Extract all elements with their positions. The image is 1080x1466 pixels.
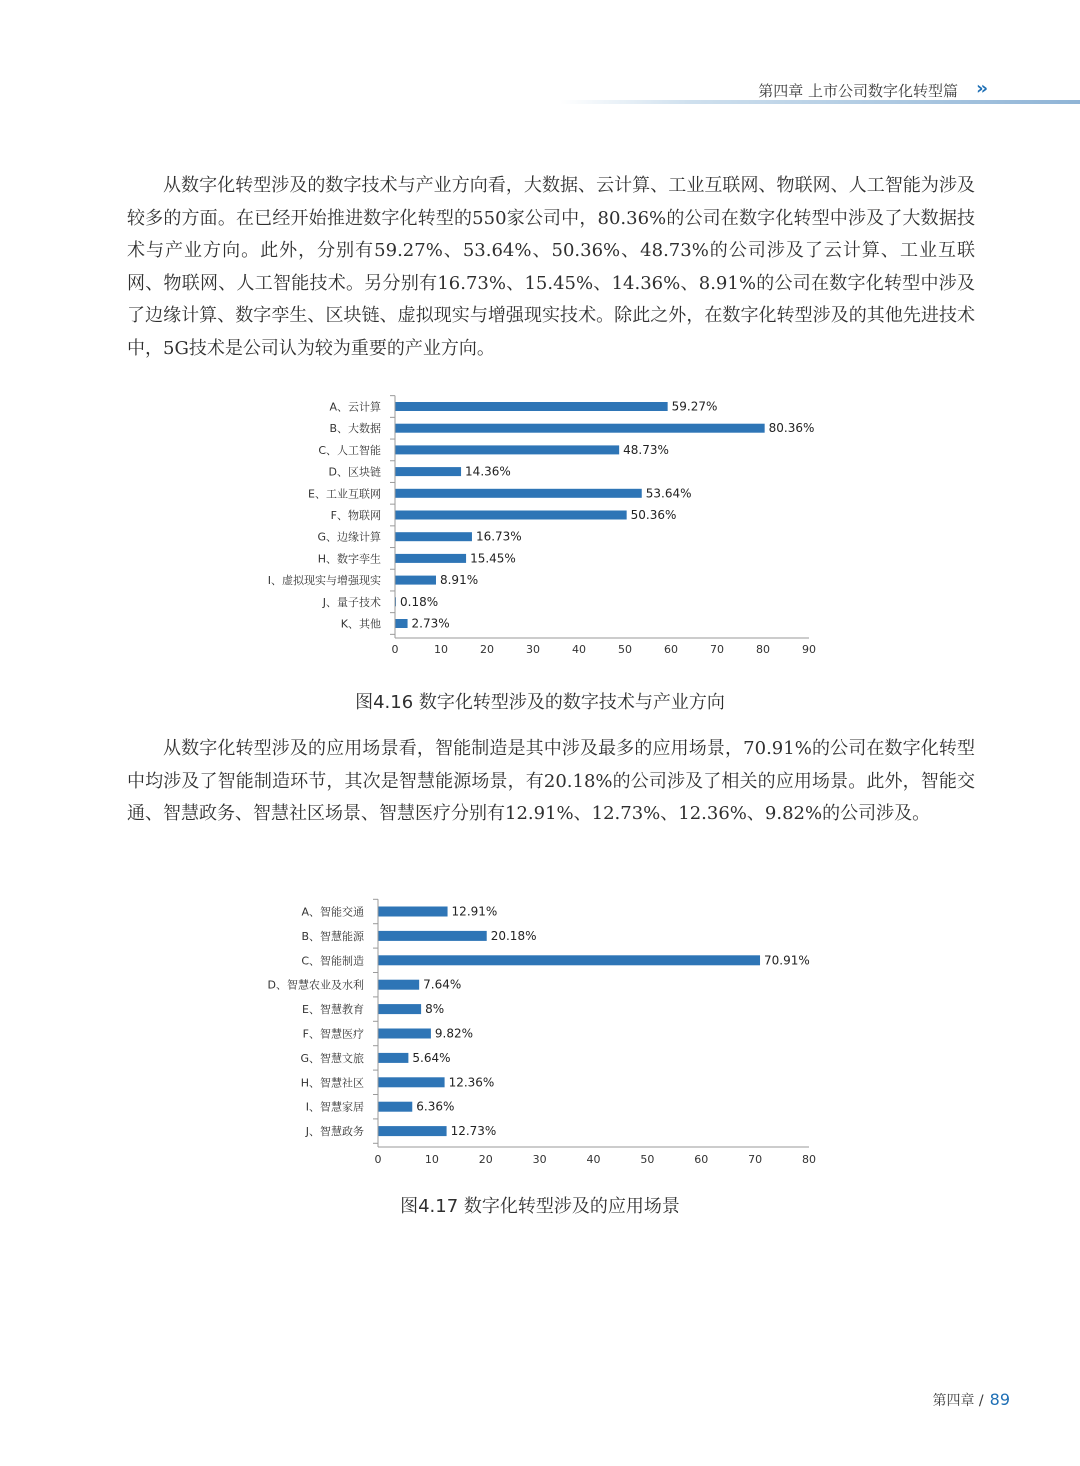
category-label: H、数字孪生 <box>317 552 381 566</box>
x-tick-label: 80 <box>802 1153 816 1166</box>
category-label: D、区块链 <box>328 465 381 479</box>
category-label: A、智能交通 <box>301 905 364 919</box>
category-label: B、大数据 <box>329 422 381 436</box>
bar <box>378 1102 412 1112</box>
x-tick-label: 90 <box>802 643 816 656</box>
data-label: 5.64% <box>412 1050 451 1065</box>
bar <box>378 1029 431 1039</box>
bar <box>395 554 466 563</box>
x-tick-label: 0 <box>374 1153 382 1166</box>
body-paragraph-1: 从数字化转型涉及的数字技术与产业方向看，大数据、云计算、工业互联网、物联网、人工智能为涉及较多的方面。在已经开始推进数字化转型的550家公司中，80.36%的公司在数字化转型中涉及了大数据技术与产业方向。此外，分别有59.27%、53.64%、50.36%、48.73%的公司涉及了云计算、工业互联网、物联网、人工智能技术。另分别有16.73%、15.45%、14.36%、8.91%的公司在数字化转型中涉及了边缘计算、数字孪生、区块链、虚拟现实与增强现实技术。除此之外，在数字化转型涉及的其他先进技术中，5G技术是公司认为较为重要的产业方向。 <box>127 175 975 359</box>
bar <box>395 511 627 520</box>
data-label: 14.36% <box>465 464 511 479</box>
bar <box>395 489 642 498</box>
x-tick-label: 50 <box>618 643 632 656</box>
category-label: F、物联网 <box>330 509 381 522</box>
data-label: 7.64% <box>423 977 462 992</box>
bar <box>395 467 461 476</box>
data-label: 8% <box>425 1002 445 1017</box>
x-tick-label: 0 <box>391 643 399 656</box>
data-label: 16.73% <box>475 529 522 544</box>
data-label: 80.36% <box>768 421 815 436</box>
figure-caption-4-16: 图4.16 数字化转型涉及的数字技术与产业方向 <box>355 692 725 713</box>
x-tick-label: 50 <box>640 1153 655 1166</box>
x-tick-label: 40 <box>586 1153 601 1166</box>
x-tick-label: 40 <box>572 643 586 656</box>
x-tick-label: 60 <box>664 643 678 656</box>
category-label: J、量子技术 <box>322 595 381 609</box>
bar <box>378 931 487 941</box>
x-tick-label: 70 <box>748 1153 763 1166</box>
x-tick-label: 20 <box>480 643 494 656</box>
x-tick-label: 30 <box>526 643 540 656</box>
data-label: 50.36% <box>630 508 677 522</box>
category-label: K、其他 <box>340 617 381 631</box>
data-label: 9.82% <box>434 1026 474 1041</box>
bar <box>395 402 668 411</box>
x-tick-label: 10 <box>424 1153 439 1166</box>
bar <box>378 1077 445 1087</box>
chart-application-scenarios <box>255 897 825 1172</box>
data-label: 0.18% <box>400 594 439 609</box>
x-tick-label: 10 <box>434 643 448 656</box>
x-tick-label: 60 <box>694 1153 709 1166</box>
data-label: 53.64% <box>645 486 692 501</box>
category-label: F、智慧医疗 <box>302 1027 364 1041</box>
category-label: I、虚拟现实与增强现实 <box>267 574 381 588</box>
x-tick-label: 20 <box>478 1153 493 1166</box>
category-label: A、云计算 <box>329 400 381 414</box>
chart-tech-directions <box>255 392 825 662</box>
bar <box>395 532 472 541</box>
page-header <box>0 78 1080 108</box>
category-label: G、智慧文旅 <box>300 1051 364 1065</box>
bar <box>378 980 419 990</box>
category-label: J、智慧政务 <box>305 1125 364 1139</box>
data-label: 59.27% <box>671 399 718 414</box>
category-label: D、智慧农业及水利 <box>267 978 364 992</box>
data-label: 6.36% <box>416 1099 455 1114</box>
bar <box>378 1004 421 1014</box>
data-label: 2.73% <box>411 616 450 631</box>
data-label: 12.36% <box>448 1075 495 1090</box>
category-label: H、智慧社区 <box>300 1076 364 1090</box>
category-label: B、智慧能源 <box>301 929 364 943</box>
data-label: 12.91% <box>451 904 498 919</box>
category-label: I、智慧家居 <box>305 1100 364 1114</box>
bar <box>378 955 760 965</box>
page-footer <box>932 1390 1010 1410</box>
category-label: E、工业互联网 <box>308 487 381 501</box>
x-tick-label: 80 <box>756 643 770 656</box>
bar <box>395 445 619 454</box>
category-label: E、智慧教育 <box>302 1003 364 1017</box>
bar <box>378 1126 447 1136</box>
data-label: 70.91% <box>764 953 810 968</box>
footer-chapter: 第四章 / <box>932 1393 984 1409</box>
header-title: 第四章 上市公司数字化转型篇 <box>758 82 958 100</box>
chevron-right-icon: ›› <box>976 78 985 99</box>
bar <box>395 619 408 628</box>
page-number: 89 <box>989 1390 1010 1409</box>
bar <box>395 424 765 433</box>
data-label: 8.91% <box>439 573 479 588</box>
body-paragraph-2: 从数字化转型涉及的应用场景看，智能制造是其中涉及最多的应用场景，70.91%的公司在数字化转型中均涉及了智能制造环节，其次是智慧能源场景，有20.18%的公司涉及了相关的应用场景。此外，智能交通、智慧政务、智慧社区场景、智慧医疗分别有12.91%、12.73%、12.36%、9.82%的公司涉及。 <box>127 738 975 825</box>
figure-caption-4-17: 图4.17 数字化转型涉及的应用场景 <box>400 1196 680 1217</box>
data-label: 15.45% <box>470 551 516 566</box>
header-rule <box>560 100 1080 104</box>
category-label: G、边缘计算 <box>317 530 381 544</box>
data-label: 48.73% <box>623 442 669 457</box>
bar <box>378 1053 408 1063</box>
x-tick-label: 70 <box>710 643 724 656</box>
category-label: C、智能制造 <box>301 954 364 968</box>
data-label: 12.73% <box>450 1124 497 1139</box>
bar <box>395 576 436 585</box>
bar <box>378 907 448 917</box>
category-label: C、人工智能 <box>318 443 381 457</box>
x-tick-label: 30 <box>532 1153 547 1166</box>
data-label: 20.18% <box>490 928 537 943</box>
